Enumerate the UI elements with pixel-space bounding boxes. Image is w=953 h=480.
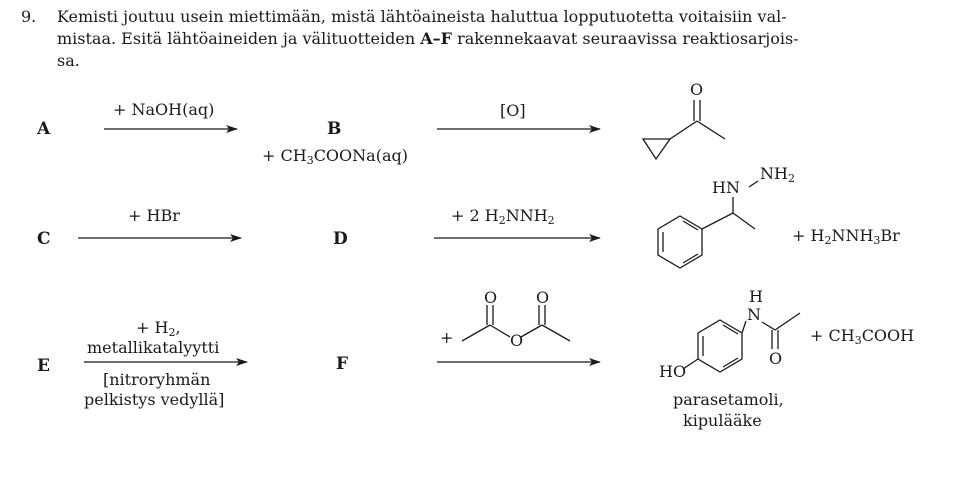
cyclopropyl-ketone-structure [643,100,725,159]
atom-amide-h: H [749,287,763,306]
reagent-hydrogen: + $H_2$, [136,318,181,339]
label-e: E [37,356,50,376]
reagent-naoh: + NaOH(aq) [113,100,215,119]
atom-amide-o: O [769,349,783,368]
phenylethylhydrazine-structure [658,181,758,268]
byproduct-hydrazinium-bromide: + $H_2NNH_3Br$ [792,226,900,247]
atom-anhydride-o2: O [536,288,550,307]
atom-anhydride-o1: O [484,288,498,307]
question-text-line3: sa. [57,51,80,70]
question-text-line2a: mistaa. Esitä lähtöaineiden ja välituotteiden [57,29,421,48]
byproduct-sodium-acetate: + $CH_3COONa(aq)$ [262,146,408,167]
product-name-line2: kipulääke [683,411,762,430]
reagent-oxidation: [O] [500,101,526,120]
atom-nh2: $NH_2$ [760,164,795,185]
label-c: C [37,229,51,249]
label-d: D [333,229,348,249]
atom-anhydride-o-bridge: O [510,331,524,350]
reagent-hbr: + HBr [128,206,180,225]
note-nitro-reduction-line1: [nitroryhmän [103,370,211,389]
atom-hydroxyl: HO [659,362,687,381]
paracetamol-structure [683,313,800,372]
question-number: 9. [21,7,37,26]
label-f: F [336,354,349,374]
plus-anhydride: + [440,328,454,347]
question-text-bold: A–F [420,29,453,48]
question-text-line1: Kemisti joutuu usein miettimään, mistä lähtöaineista haluttua lopputuotetta voitaisiin val- [57,7,787,26]
question-text-line2b: rakennekaavat seuraavissa reaktiosarjois- [452,29,799,48]
reagent-hydrazine: + 2 $H_2NNH_2$ [451,206,555,227]
atom-amide-n: N [747,305,761,324]
atom-hn: HN [712,178,740,197]
label-a: A [37,119,51,139]
label-b: B [327,119,342,139]
byproduct-acetic-acid: + $CH_3COOH$ [810,326,915,347]
note-nitro-reduction-line2: pelkistys vedyllä] [84,390,225,409]
product-name-line1: parasetamoli, [673,390,784,409]
atom-ketone-o: O [690,80,704,99]
reagent-metal-catalyst: metallikatalyytti [87,338,220,357]
